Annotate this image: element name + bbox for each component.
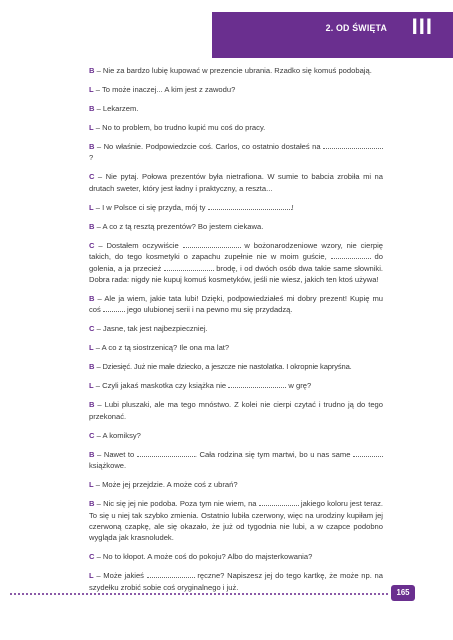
dialogue-line [89, 551, 383, 562]
speaker-label: L [89, 480, 94, 490]
answer-blank[interactable] [228, 380, 286, 388]
speaker-label: B [89, 66, 95, 75]
dialogue-line [89, 479, 383, 490]
dialogue-text: – Dziesięć. Już nie małe dziecko, a jeszcze nie nastolatka. I okropnie kapryśna. [94, 362, 352, 372]
dialogue-text: – Ale ja wiem, jakie tata lubi! Dzięki, podpowiedziałeś mi dobry prezent! Kupię mu coś [89, 294, 383, 315]
dialogue-text: w grę? [286, 381, 312, 391]
dialogue-text: – Czyli jakaś maskotka czy książka nie [93, 381, 229, 391]
answer-blank[interactable] [331, 251, 371, 259]
page-number: 165 [391, 585, 415, 601]
chapter-title: 2. OD ŚWIĘTA [325, 23, 387, 33]
dialogue-text: – Dostałem oczywiście [94, 240, 183, 250]
dialogue-text: – To może inaczej... A kim jest z zawodu? [93, 85, 236, 94]
dialogue-line [89, 65, 383, 76]
dialogue-text: . Cała rodzina się tym martwi, bo u nas same [194, 449, 353, 459]
speaker-label: C [89, 172, 95, 182]
answer-blank[interactable] [183, 240, 241, 248]
dialogue-text: – No właśnie. Podpowiedzcie coś. Carlos, co ostatnio dostałeś na [94, 142, 323, 151]
speaker-label: L [89, 571, 94, 581]
dialogue-line [89, 103, 383, 114]
dialogue-line [89, 323, 383, 334]
speaker-label: C [89, 430, 95, 440]
answer-blank[interactable] [103, 304, 125, 312]
dialogue-text: – Może jakieś [93, 571, 147, 581]
dialogue-text: – A co z tą siostrzenicą? Ile ona ma lat? [93, 343, 230, 353]
dialogue-line [89, 342, 383, 353]
speaker-label: B [89, 499, 95, 509]
part-numeral: III [411, 14, 433, 39]
dialogue-text: książkowe. [89, 461, 127, 471]
dialogue-text: – Nie za bardzo lubię kupować w prezencie ubrania. Rzadko się komuś podobają. [94, 66, 372, 75]
speaker-label: L [89, 343, 94, 353]
dialogue-text: w bożonarodzeniowe wzory, nie cierpię takich, do tego kosmetyki o zapachu zupełnie nie w moim guście, [89, 240, 383, 262]
footer-dotted-line [10, 593, 388, 595]
dialogue-text: – Jasne, tak jest najbezpieczniej. [94, 324, 208, 334]
dialogue-text: – A co z tą resztą prezentów? Bo jestem ciekawa. [94, 221, 264, 231]
dialogue-text: brodę, i od dwóch osób dwa takie same słowniki. Dobra rada: nigdy nie kupuj komuś kosmetyków, jeśli nie wiesz, jakich ten ktoś używa! [89, 263, 384, 285]
dialogue-line [89, 293, 383, 316]
dialogue-line [89, 202, 383, 213]
dialogue-text: – Może jej przejdzie. A może coś z ubrań? [93, 480, 238, 490]
answer-blank[interactable] [147, 570, 195, 578]
dialogue-text: – Nie pytaj. Połowa prezentów była nietrafiona. W sumie to babcia zrobiła mi na drutach sweter, który jest ładny i praktyczny, a reszta... [89, 172, 383, 193]
dialogue-text: – Lubi pluszaki, ale ma tego mnóstwo. Z kolei nie cierpi czytać i trudno ją do tego przekonać. [89, 400, 383, 421]
dialogue-line [89, 171, 383, 194]
dialogue-text: ! [291, 202, 294, 212]
speaker-label: B [89, 142, 95, 151]
dialogue-text: – No to kłopot. A może coś do pokoju? Albo do majsterkowania? [94, 552, 313, 562]
dialogue-line [89, 399, 383, 422]
dialogue-text [89, 65, 383, 601]
dialogue-line [89, 430, 383, 441]
dialogue-line [89, 84, 383, 95]
answer-blank[interactable] [259, 498, 299, 506]
dialogue-line [89, 221, 383, 232]
dialogue-text: – Nawet to [94, 449, 137, 459]
dialogue-text: ręczne? Napiszesz jej do tego kartkę, że może np. na szydełku zrobić sobie coś oryginalnego i już. [89, 571, 383, 592]
dialogue-line [89, 498, 383, 544]
dialogue-line [89, 380, 383, 391]
speaker-label: C [89, 324, 95, 334]
answer-blank[interactable] [137, 449, 195, 457]
dialogue-text: – Nic się jej nie podoba. Poza tym nie wiem, na [94, 499, 259, 509]
dialogue-text: – A komiksy? [94, 430, 141, 440]
answer-blank[interactable] [353, 449, 383, 457]
speaker-label: L [89, 85, 94, 94]
speaker-label: B [89, 449, 95, 459]
dialogue-text: – I w Polsce ci się przyda, mój ty [93, 202, 208, 212]
dialogue-line [89, 570, 383, 593]
dialogue-text: ? [89, 153, 94, 163]
dialogue-text: – Lekarzem. [94, 104, 139, 113]
speaker-label: B [89, 362, 95, 372]
speaker-label: B [89, 400, 95, 410]
speaker-label: L [89, 123, 94, 132]
dialogue-line [89, 240, 383, 286]
answer-blank[interactable] [164, 263, 214, 271]
speaker-label: B [89, 104, 95, 113]
speaker-label: B [89, 221, 95, 231]
dialogue-line [89, 449, 383, 472]
dialogue-text: do golenia, a ja przecież [89, 252, 383, 273]
answer-blank[interactable] [323, 141, 383, 149]
dialogue-text: – No to problem, bo trudno kupić mu coś do pracy. [93, 123, 266, 132]
speaker-label: L [89, 202, 94, 212]
dialogue-line [89, 122, 383, 133]
speaker-label: B [89, 294, 95, 304]
speaker-label: C [89, 552, 95, 562]
answer-blank[interactable] [208, 202, 292, 210]
dialogue-line [89, 361, 383, 372]
dialogue-text: jego ulubionej serii i na pewno mu się przydadzą. [124, 305, 293, 315]
dialogue-text: jakiego koloru jest teraz. To się u niej tak szybko zmienia. Ostatnio lubiła czerwony, więc na urodziny kupiłam jej czerwoną czapkę, ale się okazało, że już od tygodnia nie lubi, a w czapce podobno wygląda jak krasnoludek. [89, 499, 383, 543]
speaker-label: C [89, 240, 95, 250]
dialogue-line [89, 141, 383, 164]
speaker-label: L [89, 381, 94, 391]
